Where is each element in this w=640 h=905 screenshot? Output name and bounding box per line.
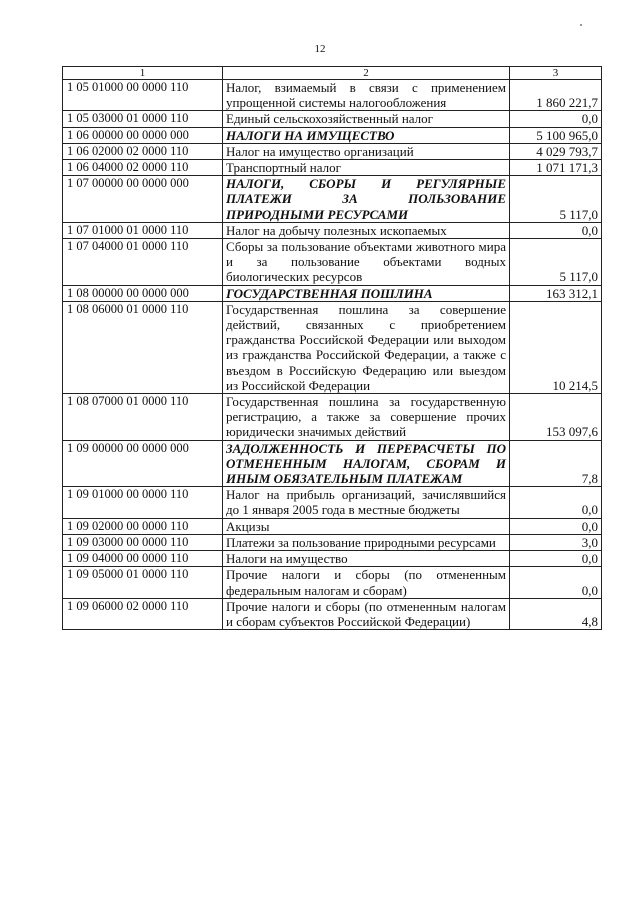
revenue-name-cell: Налог на имущество организаций	[223, 143, 510, 159]
table-row	[63, 518, 602, 534]
amount-cell: 0,0	[510, 518, 602, 534]
table-row	[63, 534, 602, 550]
table-row	[63, 176, 602, 223]
amount-cell: 5 117,0	[510, 239, 602, 286]
revenue-name-cell: Сборы за пользование объектами животного мира и за пользование объектами водных биологических ресурсов	[223, 239, 510, 286]
budget-code-cell: 1 09 04000 00 0000 110	[63, 551, 223, 567]
table-row	[63, 487, 602, 518]
revenue-name-cell: Прочие налоги и сборы (по отмененным федеральным налогам и сборам)	[223, 567, 510, 598]
table-row	[63, 567, 602, 598]
amount-cell: 1 860 221,7	[510, 80, 602, 111]
table-row	[63, 111, 602, 127]
revenue-name-cell: Государственная пошлина за совершение действий, связанных с приобретением гражданства Российской Федерации или выходом из гражданства Российской Федерации, а также с въездом в Российскую Федерацию или выездом из Российской Федерации	[223, 301, 510, 393]
revenue-name-cell: Платежи за пользование природными ресурсами	[223, 534, 510, 550]
revenue-name-cell: Единый сельскохозяйственный налог	[223, 111, 510, 127]
revenue-name-cell: Налоги на имущество	[223, 551, 510, 567]
budget-code-cell: 1 09 06000 02 0000 110	[63, 598, 223, 629]
amount-cell: 163 312,1	[510, 285, 602, 301]
table-row	[63, 143, 602, 159]
revenue-name-cell: Налог на прибыль организаций, зачислявшийся до 1 января 2005 года в местные бюджеты	[223, 487, 510, 518]
table-row	[63, 222, 602, 238]
budget-code-cell: 1 09 05000 01 0000 110	[63, 567, 223, 598]
amount-cell: 10 214,5	[510, 301, 602, 393]
table-header-row	[63, 67, 602, 80]
table-row	[63, 285, 602, 301]
scan-speck	[580, 24, 582, 26]
budget-code-cell: 1 09 03000 00 0000 110	[63, 534, 223, 550]
table-row	[63, 440, 602, 487]
table-row	[63, 80, 602, 111]
amount-cell: 0,0	[510, 487, 602, 518]
table-row	[63, 127, 602, 143]
budget-code-cell: 1 09 02000 00 0000 110	[63, 518, 223, 534]
budget-code-cell: 1 07 00000 00 0000 000	[63, 176, 223, 223]
amount-cell: 3,0	[510, 534, 602, 550]
amount-cell: 0,0	[510, 567, 602, 598]
amount-cell: 1 071 171,3	[510, 160, 602, 176]
revenue-name-cell: Налог на добычу полезных ископаемых	[223, 222, 510, 238]
amount-cell: 5 100 965,0	[510, 127, 602, 143]
amount-cell: 7,8	[510, 440, 602, 487]
table-row	[63, 598, 602, 629]
table-row	[63, 160, 602, 176]
amount-cell: 4 029 793,7	[510, 143, 602, 159]
budget-code-cell: 1 08 00000 00 0000 000	[63, 285, 223, 301]
amount-cell: 5 117,0	[510, 176, 602, 223]
column-header-amount: 3	[510, 67, 602, 80]
revenue-name-cell: ГОСУДАРСТВЕННАЯ ПОШЛИНА	[223, 285, 510, 301]
revenue-name-cell: НАЛОГИ, СБОРЫ И РЕГУЛЯРНЫЕ ПЛАТЕЖИ ЗА ПОЛЬЗОВАНИЕ ПРИРОДНЫМИ РЕСУРСАМИ	[223, 176, 510, 223]
amount-cell: 0,0	[510, 222, 602, 238]
revenue-name-cell: Прочие налоги и сборы (по отмененным налогам и сборам субъектов Российской Федерации)	[223, 598, 510, 629]
budget-code-cell: 1 06 04000 02 0000 110	[63, 160, 223, 176]
table-body	[63, 80, 602, 630]
revenue-name-cell: ЗАДОЛЖЕННОСТЬ И ПЕРЕРАСЧЕТЫ ПО ОТМЕНЕННЫМ НАЛОГАМ, СБОРАМ И ИНЫМ ОБЯЗАТЕЛЬНЫМ ПЛАТЕЖАМ	[223, 440, 510, 487]
revenue-name-cell: НАЛОГИ НА ИМУЩЕСТВО	[223, 127, 510, 143]
amount-cell: 0,0	[510, 111, 602, 127]
amount-cell: 4,8	[510, 598, 602, 629]
amount-cell: 0,0	[510, 551, 602, 567]
revenue-name-cell: Налог, взимаемый в связи с применением упрощенной системы налогообложения	[223, 80, 510, 111]
budget-code-cell: 1 09 00000 00 0000 000	[63, 440, 223, 487]
revenue-table	[62, 66, 602, 630]
budget-code-cell: 1 05 03000 01 0000 110	[63, 111, 223, 127]
budget-code-cell: 1 05 01000 00 0000 110	[63, 80, 223, 111]
budget-code-cell: 1 06 02000 02 0000 110	[63, 143, 223, 159]
page-number: 12	[314, 43, 326, 55]
table-row	[63, 551, 602, 567]
column-header-name: 2	[223, 67, 510, 80]
column-header-code: 1	[63, 67, 223, 80]
budget-code-cell: 1 09 01000 00 0000 110	[63, 487, 223, 518]
table-row	[63, 301, 602, 393]
budget-code-cell: 1 07 01000 01 0000 110	[63, 222, 223, 238]
budget-code-cell: 1 07 04000 01 0000 110	[63, 239, 223, 286]
amount-cell: 153 097,6	[510, 394, 602, 441]
budget-code-cell: 1 06 00000 00 0000 000	[63, 127, 223, 143]
table-row	[63, 239, 602, 286]
table-row	[63, 394, 602, 441]
revenue-name-cell: Государственная пошлина за государственную регистрацию, а также за совершение прочих юридически значимых действий	[223, 394, 510, 441]
budget-code-cell: 1 08 06000 01 0000 110	[63, 301, 223, 393]
budget-code-cell: 1 08 07000 01 0000 110	[63, 394, 223, 441]
revenue-name-cell: Акцизы	[223, 518, 510, 534]
revenue-name-cell: Транспортный налог	[223, 160, 510, 176]
